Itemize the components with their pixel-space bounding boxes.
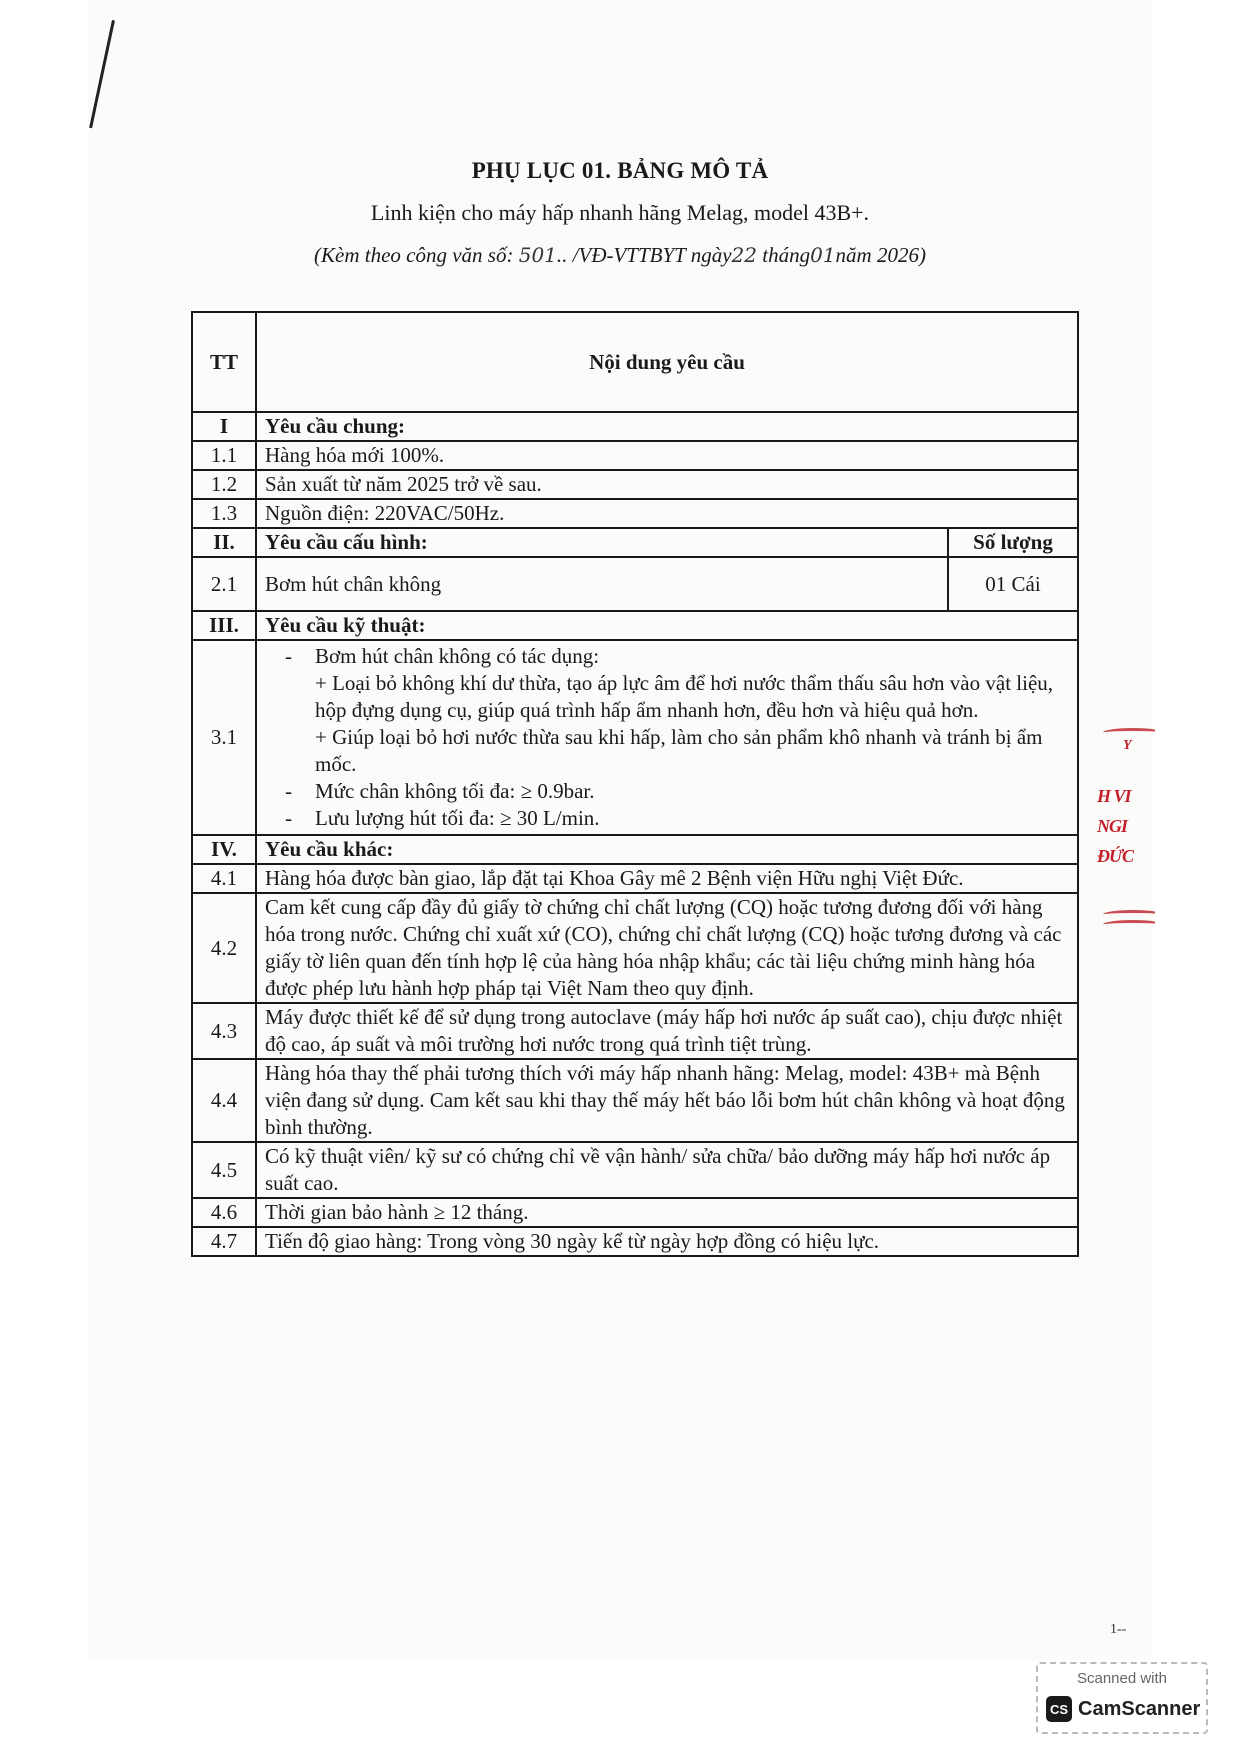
row-number: 3.1: [192, 640, 256, 835]
stamp-text: H VI: [1097, 786, 1131, 806]
camscanner-brand: [1046, 1696, 1200, 1722]
list-item: - Lưu lượng hút tối đa: ≥ 30 L/min.: [285, 805, 1069, 832]
table-row: [192, 1059, 1078, 1142]
ref-month-label: tháng: [762, 243, 811, 267]
stamp-text: Y: [1123, 738, 1131, 753]
row-text: Nguồn điện: 220VAC/50Hz.: [256, 499, 1078, 528]
stamp-arc: [1103, 920, 1155, 929]
row-number: 4.2: [192, 893, 256, 1003]
row-number: 4.7: [192, 1227, 256, 1256]
header-content: Nội dung yêu cầu: [256, 312, 1078, 412]
stamp-text: NGI: [1097, 816, 1128, 836]
ref-prefix: (Kèm theo công văn số:: [314, 243, 514, 267]
table-header-row: [192, 312, 1078, 412]
stamp-arc: [1103, 910, 1155, 919]
row-number: 1.2: [192, 470, 256, 499]
row-number: 4.4: [192, 1059, 256, 1142]
section-label: Yêu cầu kỹ thuật:: [256, 611, 1078, 640]
row-text: Cam kết cung cấp đầy đủ giấy tờ chứng chỉ chất lượng (CQ) hoặc tương đương đối với hàng hóa trong nước. Chứng chỉ xuất xứ (CO), chứng chỉ chất lượng (CQ) hoặc tương đương và các giấy tờ liên quan đến tính hợp lệ của hàng hóa nhập khẩu; các tài liệu chứng minh hàng hóa được phép lưu hành hợp pháp tại Việt Nam theo quy định.: [256, 893, 1078, 1003]
scanned-with-text: Scanned with: [1076, 1670, 1168, 1687]
row-number: 1.3: [192, 499, 256, 528]
row-text: Bơm hút chân không: [256, 557, 948, 611]
table-row: [192, 1227, 1078, 1256]
sub-item: + Loại bỏ không khí dư thừa, tạo áp lực âm để hơi nước thẩm thấu sâu hơn vào vật liệu, hộp đựng dụng cụ, giúp quá trình hấp ẩm nhanh hơn, đều hơn và hiệu quả hơn.: [315, 671, 1054, 722]
camscanner-name: CamScanner: [1078, 1697, 1201, 1720]
ref-year: năm 2026): [835, 243, 926, 267]
section-label: Yêu cầu khác:: [256, 835, 1078, 864]
row-quantity: 01 Cái: [948, 557, 1078, 611]
section-label: Yêu cầu cấu hình:: [256, 528, 948, 557]
row-text: Máy được thiết kế để sử dụng trong autoclave (máy hấp hơi nước áp suất cao), chịu được nhiệt độ cao, áp suất và môi trường hơi nước trong quá trình tiệt trùng.: [256, 1003, 1078, 1059]
section-row: [192, 611, 1078, 640]
header-tt: TT: [192, 312, 256, 412]
table-row: [192, 557, 1078, 611]
quantity-header: Số lượng: [948, 528, 1078, 557]
requirements-table: [191, 311, 1079, 1257]
table-row: [192, 864, 1078, 893]
row-number: 4.1: [192, 864, 256, 893]
row-number: 4.6: [192, 1198, 256, 1227]
ref-day: 22: [731, 243, 757, 267]
bullet-text: Bơm hút chân không có tác dụng:: [315, 644, 600, 668]
table-row: [192, 640, 1078, 835]
technical-list: [265, 641, 1069, 834]
sub-item: + Giúp loại bỏ hơi nước thừa sau khi hấp, làm cho sản phẩm khô nhanh và tránh bị ẩm mốc.: [315, 725, 1043, 776]
table-row: [192, 893, 1078, 1003]
ref-number: 501: [518, 243, 557, 267]
ref-month: 01: [810, 243, 836, 267]
section-number: III.: [192, 611, 256, 640]
stamp-arc: [1103, 728, 1155, 737]
camscanner-badge: [1036, 1662, 1208, 1734]
row-text: Tiến độ giao hàng: Trong vòng 30 ngày kể từ ngày hợp đồng có hiệu lực.: [256, 1227, 1078, 1256]
section-row: [192, 528, 1078, 557]
row-number: 1.1: [192, 441, 256, 470]
table-row: [192, 499, 1078, 528]
stamp-text: ĐỨC: [1097, 846, 1133, 866]
table-row: [192, 470, 1078, 499]
row-text: Hàng hóa được bàn giao, lắp đặt tại Khoa Gây mê 2 Bệnh viện Hữu nghị Việt Đức.: [256, 864, 1078, 893]
section-number: I: [192, 412, 256, 441]
document-title: PHỤ LỤC 01. BẢNG MÔ TẢ: [471, 158, 769, 183]
row-number: 4.5: [192, 1142, 256, 1198]
row-text: Sản xuất từ năm 2025 trở về sau.: [256, 470, 1078, 499]
section-row: [192, 412, 1078, 441]
row-text: Thời gian bảo hành ≥ 12 tháng.: [256, 1198, 1078, 1227]
list-item: [285, 643, 1069, 778]
ref-dots: ..: [556, 243, 568, 267]
row-number: 4.3: [192, 1003, 256, 1059]
document-subtitle: Linh kiện cho máy hấp nhanh hãng Melag, model 43B+.: [370, 200, 870, 225]
section-number: IV.: [192, 835, 256, 864]
page-mark: 1--: [1110, 1622, 1127, 1637]
table-row: [192, 1142, 1078, 1198]
document-reference: [0, 243, 1240, 268]
ref-code: /VĐ-VTTBYT ngày: [572, 243, 732, 267]
row-text: Hàng hóa mới 100%.: [256, 441, 1078, 470]
row-number: 2.1: [192, 557, 256, 611]
row-text: Hàng hóa thay thế phải tương thích với máy hấp nhanh hãng: Melag, model: 43B+ mà Bệnh viện đang sử dụng. Cam kết sau khi thay thế máy hết báo lỗi bơm hút chân không và hoạt động bình thường.: [256, 1059, 1078, 1142]
camscanner-logo-icon: CS: [1046, 1696, 1072, 1722]
section-number: II.: [192, 528, 256, 557]
row-text: [256, 640, 1078, 835]
red-seal-stamp: [1095, 728, 1155, 938]
table-row: [192, 1003, 1078, 1059]
section-row: [192, 835, 1078, 864]
section-label: Yêu cầu chung:: [256, 412, 1078, 441]
row-text: Có kỹ thuật viên/ kỹ sư có chứng chỉ về vận hành/ sửa chữa/ bảo dưỡng máy hấp hơi nước áp suất cao.: [256, 1142, 1078, 1198]
table-row: [192, 441, 1078, 470]
table-row: [192, 1198, 1078, 1227]
list-item: - Mức chân không tối đa: ≥ 0.9bar.: [285, 778, 1069, 805]
